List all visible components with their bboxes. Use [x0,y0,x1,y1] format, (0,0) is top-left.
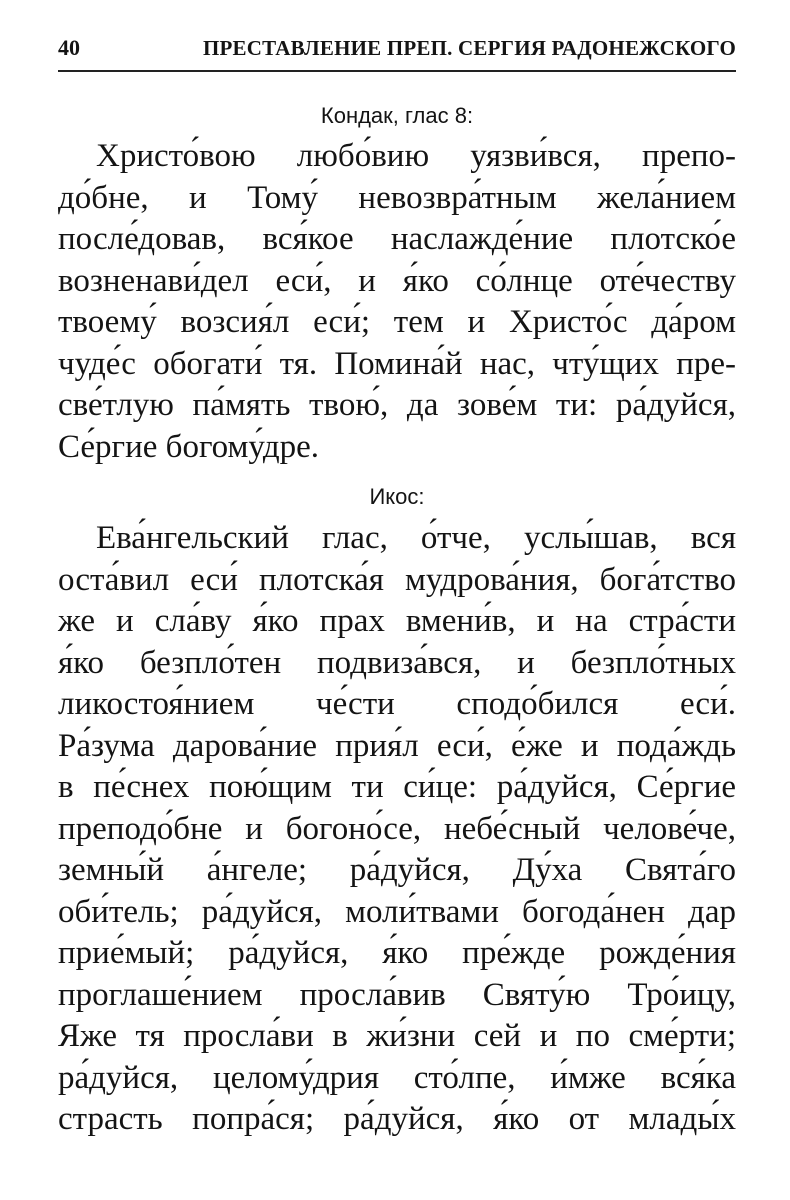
ikos-line: прие́мый; ра́дуйся, я́ко пре́жде рожде́ния [58,935,736,971]
ikos-line: проглаше́нием просла́вив Святу́ю Тро́ицу, [58,976,736,1013]
ikos-line: Яже тя просла́ви в жи́зни сей и по сме́рти; [58,1018,736,1054]
kondak-line: твоему́ возсия́л еси́; тем и Христо́с да́ром [58,304,736,340]
kondak-line: Се́ргие богому́дре. [58,428,320,465]
running-title: ПРЕСТАВЛЕНИЕ ПРЕП. СЕРГИЯ РАДОНЕЖСКОГО [202,36,736,60]
ikos-heading: Икос: [369,484,425,509]
kondak-line: возненави́дел еси́, и я́ко со́лнце оте́честву [58,262,736,299]
ikos-text [58,518,736,1141]
ikos-line: земны́й а́нгеле; ра́дуйся, Ду́ха Свята́го [58,852,736,888]
page-number: 40 [58,35,80,60]
ikos-line: Ра́зума дарова́ние прия́л еси́, е́же и пода́ждь [58,727,736,764]
kondak-text [58,136,736,468]
kondak-line: Христо́вою любо́вию уязви́вся, препо- [96,138,736,174]
ikos-line: оби́тель; ра́дуйся, моли́твами богода́нен дар [58,893,736,930]
ikos-line: ра́дуйся, целому́дрия сто́лпе, и́мже вся́ка [58,1059,736,1096]
ikos-line: же и сла́ву я́ко прах вмени́в, и на стра́сти [58,603,736,639]
kondak-line: чуде́с обогати́ тя. Помина́й нас, чту́щих пре- [58,345,736,382]
ikos-line: в пе́снех пою́щим ти си́це: ра́дуйся, Се́ргие [58,769,736,805]
ikos-line: Ева́нгельский глас, о́тче, услы́шав, вся [96,520,736,556]
ikos-line: ликостоя́нием че́сти сподо́бился еси́. [58,686,736,722]
page-header [58,32,736,72]
ikos-line: оста́вил еси́ плотска́я мудрова́ния, бога́тство [58,561,736,598]
kondak-line: све́тлую па́мять твою́, да зове́м ти: ра́дуйся, [58,387,736,423]
ikos-line: страсть попра́ся; ра́дуйся, я́ко от млады́х [58,1101,736,1137]
kondak-heading: Кондак, глас 8: [320,103,474,128]
kondak-line: до́бне, и Тому́ невозвра́тным жела́нием [58,179,736,216]
ikos-line: преподо́бне и богоно́се, небе́сный челове́че, [58,810,736,847]
ikos-line: я́ко безпло́тен подвиза́вся, и безпло́тных [58,644,736,681]
kondak-line: после́довав, вся́кое наслажде́ние плотско́е [58,221,736,257]
